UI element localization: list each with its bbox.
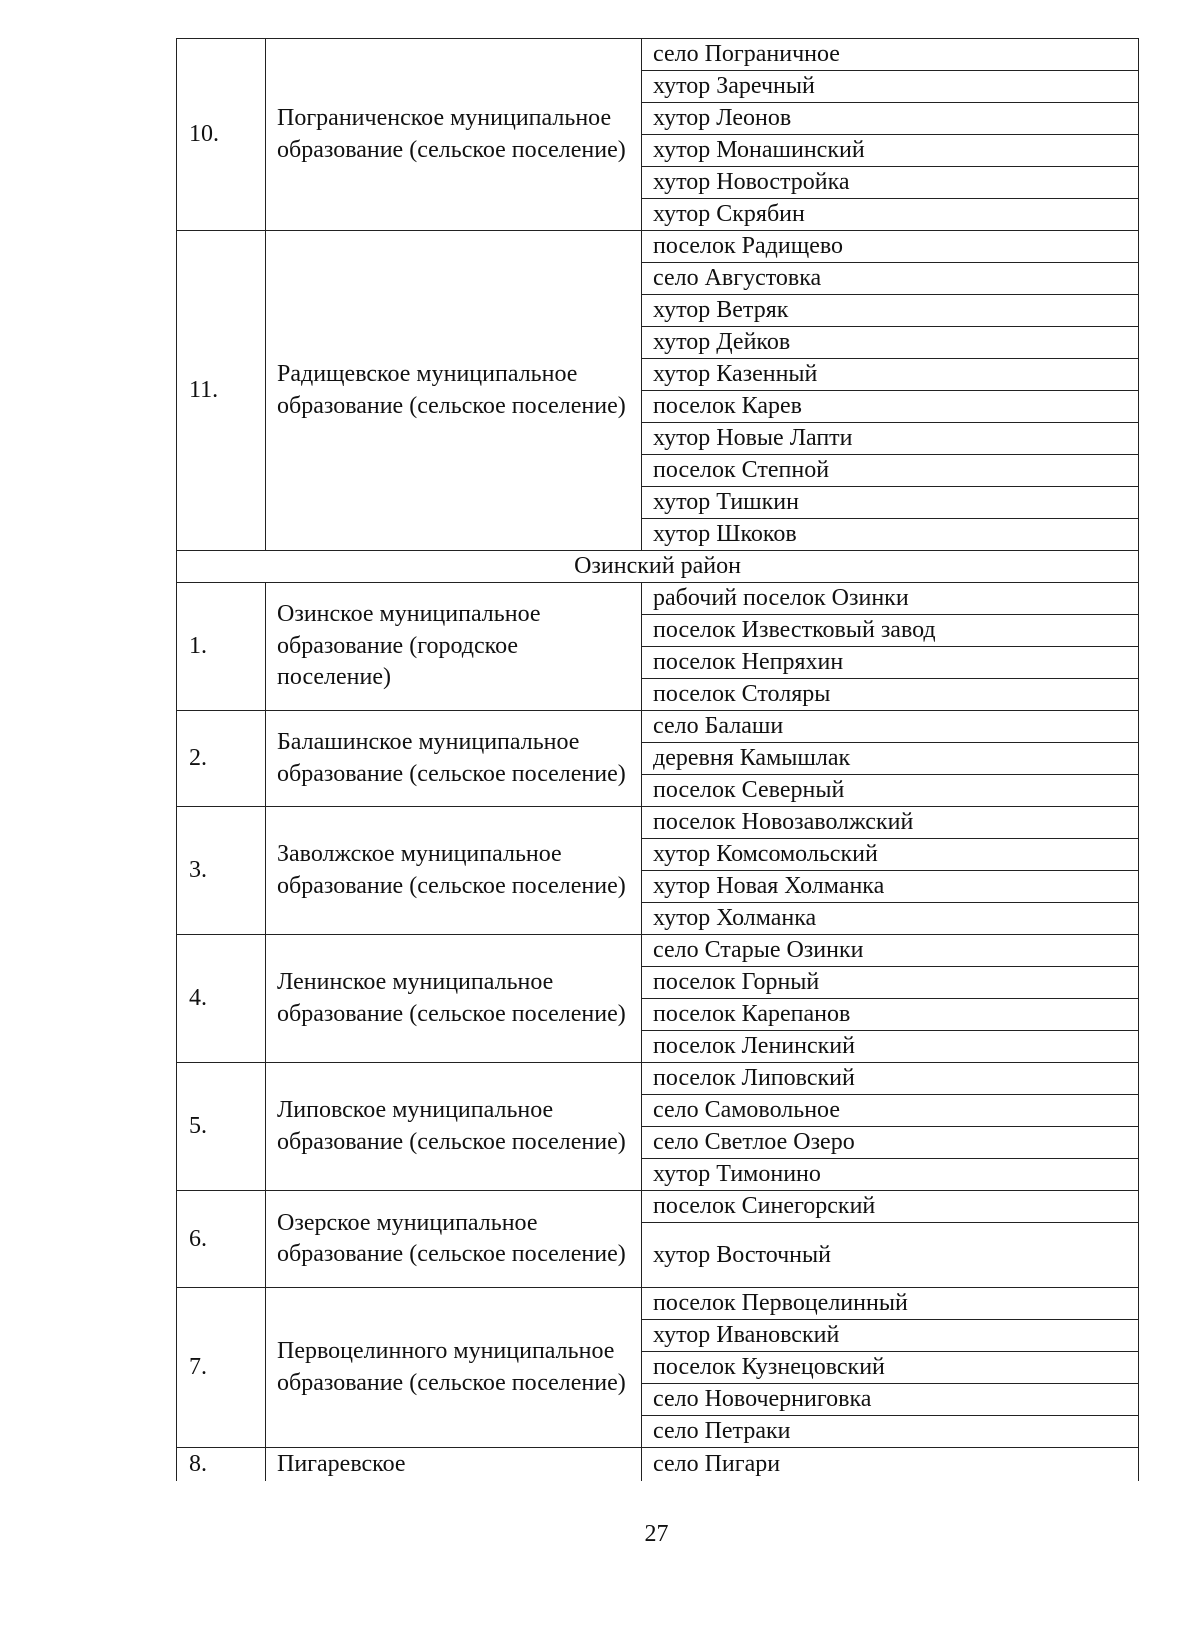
table-row: [177, 583, 1139, 615]
municipality-name: Ленинское муниципальное образование (сельское поселение): [266, 935, 642, 1063]
row-number: 7.: [177, 1288, 266, 1448]
settlement-name: поселок Первоцелинный: [642, 1288, 1139, 1320]
settlement-name: хутор Комсомольский: [642, 839, 1139, 871]
settlement-name: поселок Непряхин: [642, 647, 1139, 679]
table-row: [177, 711, 1139, 743]
row-number: 8.: [177, 1448, 266, 1481]
settlement-name: рабочий поселок Озинки: [642, 583, 1139, 615]
settlement-name: хутор Монашинский: [642, 135, 1139, 167]
settlement-name: хутор Заречный: [642, 71, 1139, 103]
settlements-table: [176, 38, 1139, 1481]
table-row: [177, 935, 1139, 967]
settlement-name: хутор Ветряк: [642, 295, 1139, 327]
settlement-name: хутор Новые Лапти: [642, 423, 1139, 455]
settlement-name: хутор Восточный: [642, 1223, 1139, 1288]
municipality-name: Первоцелинного муниципальное образование (сельское поселение): [266, 1288, 642, 1448]
settlement-name: село Самовольное: [642, 1095, 1139, 1127]
municipality-name: Балашинское муниципальное образование (сельское поселение): [266, 711, 642, 807]
settlement-name: хутор Новостройка: [642, 167, 1139, 199]
municipality-name: Озерское муниципальное образование (сельское поселение): [266, 1191, 642, 1288]
row-number: 6.: [177, 1191, 266, 1288]
settlement-name: хутор Ивановский: [642, 1320, 1139, 1352]
municipality-name: Липовское муниципальное образование (сельское поселение): [266, 1063, 642, 1191]
settlement-name: село Новочерниговка: [642, 1384, 1139, 1416]
settlement-name: хутор Тимонино: [642, 1159, 1139, 1191]
table-row: [177, 39, 1139, 71]
table-row: [177, 1288, 1139, 1320]
municipality-name: Заволжское муниципальное образование (сельское поселение): [266, 807, 642, 935]
settlement-name: поселок Липовский: [642, 1063, 1139, 1095]
settlement-name: поселок Столяры: [642, 679, 1139, 711]
row-number: 1.: [177, 583, 266, 711]
settlement-name: село Старые Озинки: [642, 935, 1139, 967]
settlement-name: поселок Степной: [642, 455, 1139, 487]
settlement-name: поселок Горный: [642, 967, 1139, 999]
table-row: [177, 1191, 1139, 1223]
municipality-name: Радищевское муниципальное образование (сельское поселение): [266, 231, 642, 551]
settlement-name: село Светлое Озеро: [642, 1127, 1139, 1159]
row-number: 11.: [177, 231, 266, 551]
page-number: 27: [644, 1521, 669, 1547]
municipality-name: Пограниченское муниципальное образование (сельское поселение): [266, 39, 642, 231]
row-number: 5.: [177, 1063, 266, 1191]
table-row: [177, 231, 1139, 263]
table-row: [177, 807, 1139, 839]
settlement-name: поселок Известковый завод: [642, 615, 1139, 647]
settlement-name: поселок Карепанов: [642, 999, 1139, 1031]
settlement-name: хутор Шкоков: [642, 519, 1139, 551]
row-number: 3.: [177, 807, 266, 935]
district-row: [177, 551, 1139, 583]
row-number: 4.: [177, 935, 266, 1063]
settlement-name: хутор Дейков: [642, 327, 1139, 359]
table-body: [177, 39, 1139, 1481]
municipality-name: Озинское муниципальное образование (городское поселение): [266, 583, 642, 711]
settlement-name: поселок Новозаволжский: [642, 807, 1139, 839]
settlement-name: поселок Радищево: [642, 231, 1139, 263]
settlement-name: село Балаши: [642, 711, 1139, 743]
settlement-name: поселок Кузнецовский: [642, 1352, 1139, 1384]
settlement-name: хутор Тишкин: [642, 487, 1139, 519]
settlement-name: село Пигари: [642, 1448, 1139, 1481]
settlement-name: хутор Леонов: [642, 103, 1139, 135]
table-row: [177, 1063, 1139, 1095]
municipality-name: Пигаревское: [266, 1448, 642, 1481]
district-heading: Озинский район: [177, 551, 1139, 583]
settlement-name: хутор Казенный: [642, 359, 1139, 391]
settlement-name: поселок Синегорский: [642, 1191, 1139, 1223]
settlement-name: поселок Карев: [642, 391, 1139, 423]
settlement-name: село Петраки: [642, 1416, 1139, 1448]
row-number: 2.: [177, 711, 266, 807]
settlement-name: село Августовка: [642, 263, 1139, 295]
settlement-name: хутор Холманка: [642, 903, 1139, 935]
settlement-name: село Пограничное: [642, 39, 1139, 71]
settlement-name: хутор Скрябин: [642, 199, 1139, 231]
row-number: 10.: [177, 39, 266, 231]
settlement-name: хутор Новая Холманка: [642, 871, 1139, 903]
table-row: [177, 1448, 1139, 1481]
settlement-name: поселок Северный: [642, 775, 1139, 807]
settlement-name: деревня Камышлак: [642, 743, 1139, 775]
settlement-name: поселок Ленинский: [642, 1031, 1139, 1063]
